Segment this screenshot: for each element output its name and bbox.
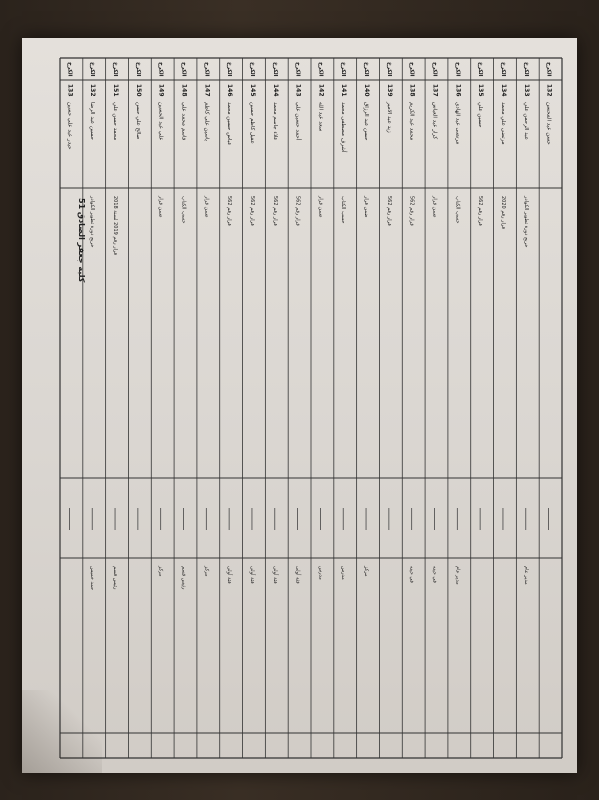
entry-note: حسب الكتاب	[454, 196, 461, 224]
entry-note: ضمن قرار	[203, 196, 210, 218]
entry-stamp: مركز	[363, 566, 370, 577]
region-cell: الكرخ	[294, 62, 301, 77]
region-cell: الكرخ	[477, 62, 484, 77]
table-grid	[22, 38, 577, 773]
entry-number: 144	[271, 84, 279, 97]
entry-name: أشرف مصطفى محمد	[340, 102, 347, 153]
entry-note: قرار رقم 2019 لسنة 2018	[112, 196, 119, 256]
entry-note: خريج دورة تطوير الكوادر	[89, 196, 96, 248]
region-cell: الكرخ	[112, 62, 119, 77]
entry-number: 146	[226, 84, 234, 97]
region-cell: الكرخ	[340, 62, 347, 77]
entry-number: 138	[408, 84, 416, 97]
region-cell: الكرخ	[89, 62, 96, 77]
region-cell: الكرخ	[454, 62, 461, 77]
entry-number: 150	[134, 84, 142, 97]
entry-note: ضمن قرار	[157, 196, 164, 218]
entry-name: كرار عبد العباس	[431, 102, 438, 140]
entry-note: قرار رقم 562	[248, 196, 255, 226]
entry-stamp: فئة أولى	[226, 566, 233, 584]
entry-note: قرار رقم 2020	[499, 196, 506, 230]
entry-number: 142	[317, 84, 325, 97]
entry-name: سعد عبد الله	[317, 102, 324, 132]
entry-number: 137	[431, 84, 439, 97]
entry-note: حسب الكتاب	[180, 196, 187, 224]
entry-note: قرار رقم 562	[385, 196, 392, 226]
entry-note: حسب الكتاب	[340, 196, 347, 224]
entry-name: حسن عبد الرزاق	[363, 102, 370, 141]
region-cell: الكرخ	[363, 62, 370, 77]
entry-note: قرار رقم 562	[271, 196, 278, 226]
region-cell: الكرخ	[431, 62, 438, 77]
entry-name: صالح علي حسن	[134, 102, 141, 140]
entry-name: علي عبد الحسين	[157, 102, 164, 141]
entry-stamp: مركز	[157, 566, 164, 577]
region-cell: الكرخ	[271, 62, 278, 77]
entry-name: ياسين علي كاظم	[203, 102, 210, 142]
entry-number: 151	[112, 84, 120, 97]
entry-stamp: في حينه	[431, 566, 438, 583]
entry-name: حسين علي	[477, 102, 484, 128]
entry-name: مرتضى عبد الهادي	[454, 102, 461, 145]
entry-stamp: فئة أولى	[271, 566, 278, 584]
entry-number: 139	[385, 84, 393, 97]
region-cell: الكرخ	[545, 62, 552, 77]
entry-number: 145	[248, 84, 256, 97]
entry-number: 141	[340, 84, 348, 97]
entry-note: خريج دورة تطوير الكوادر	[522, 196, 529, 248]
region-cell: الكرخ	[226, 62, 233, 77]
entry-name: حيدر عبد علي حسين	[66, 102, 73, 150]
region-cell: الكرخ	[408, 62, 415, 77]
region-cell: الكرخ	[522, 62, 529, 77]
entry-name: أحمد حسين علي	[294, 102, 301, 141]
entry-name: حسن عبد المحسن	[545, 102, 552, 145]
entry-name: حسين عبد الرضا	[89, 102, 96, 141]
entry-stamp: مدير عام	[522, 566, 529, 585]
entry-note: قرار رقم 562	[226, 196, 233, 226]
entry-name: عباس حسين محمد	[226, 102, 233, 146]
entry-number: 148	[180, 84, 188, 97]
entry-stamp: فئة أولى	[248, 566, 255, 584]
entry-number: 143	[294, 84, 302, 97]
entry-name: قاسم محمد علي	[180, 102, 187, 141]
entry-number: 134	[499, 84, 507, 97]
entry-number: 140	[363, 84, 371, 97]
document-sheet	[22, 38, 577, 773]
region-cell: الكرخ	[248, 62, 255, 77]
entry-stamp: فئة أولى	[294, 566, 301, 584]
entry-name: مرتضى علي محمد	[499, 102, 506, 145]
entry-stamp: مدرس	[340, 566, 347, 580]
region-cell: الكرخ	[157, 62, 164, 77]
entry-note: ضمن قرار	[363, 196, 370, 218]
entry-stamp: مدير عام	[454, 566, 461, 585]
entry-name: علاء جاسم محمد	[271, 102, 278, 141]
region-cell: الكرخ	[134, 62, 141, 77]
entry-name: عقيل كاظم حسين	[248, 102, 255, 144]
entry-number: 133	[522, 84, 530, 97]
entry-stamp: مدرس	[317, 566, 324, 580]
entry-name: محمد حسن علي	[112, 102, 119, 141]
footer-text: كلية جعفر الصادق 51	[77, 198, 86, 283]
entry-stamp: مركز	[203, 566, 210, 577]
region-cell: الكرخ	[66, 62, 73, 77]
entry-stamp: حمد خميس	[89, 566, 96, 591]
entry-name: زيد عبد الامير	[385, 102, 392, 133]
entry-note: ضمن قرار	[317, 196, 324, 218]
region-cell: الكرخ	[385, 62, 392, 77]
entry-note: قرار رقم 562	[294, 196, 301, 226]
region-cell: الكرخ	[317, 62, 324, 77]
region-cell: الكرخ	[499, 62, 506, 77]
region-cell: الكرخ	[203, 62, 210, 77]
entry-number: 133	[66, 84, 74, 97]
entry-number: 147	[203, 84, 211, 97]
region-cell: الكرخ	[180, 62, 187, 77]
entry-number: 132	[545, 84, 553, 97]
entry-number: 136	[454, 84, 462, 97]
entry-stamp: رئيس قسم	[180, 566, 187, 590]
entry-number: 132	[89, 84, 97, 97]
entry-stamp: في حينه	[408, 566, 415, 583]
entry-number: 149	[157, 84, 165, 97]
entry-name: محمد عبد الكريم	[408, 102, 415, 141]
entry-number: 135	[477, 84, 485, 97]
entry-stamp: رئيس قسم	[112, 566, 119, 590]
entry-name: عبد الرحمن علي	[522, 102, 529, 141]
entry-note: قرار رقم 562	[408, 196, 415, 226]
entry-note: ضمن قرار	[431, 196, 438, 218]
entry-note: قرار رقم 562	[477, 196, 484, 226]
